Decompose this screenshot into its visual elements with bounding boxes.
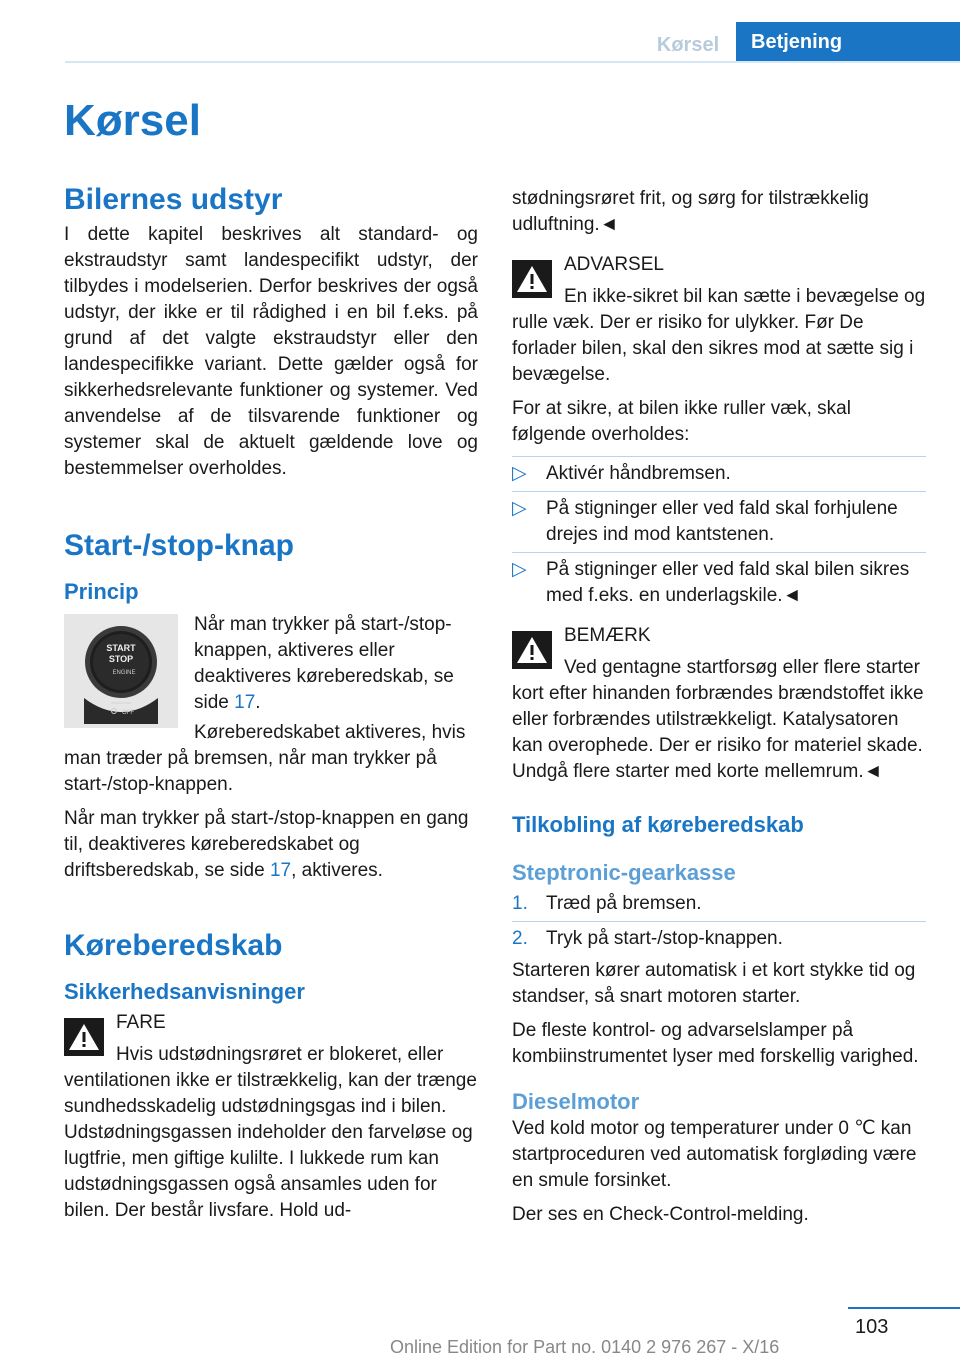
list-item: [512, 461, 926, 487]
lamps-text: De fleste kontrol- og advarselslamper på kombiinstrumentet lyser med forskellig varighed.: [512, 1020, 919, 1067]
off-label: OFF: [122, 710, 134, 716]
heading-start-stop: Start-/stop-knap: [64, 529, 295, 562]
starter-text: Starteren kører automatisk i et kort stykke tid og standser, så snart motoren starter.: [512, 960, 916, 1007]
bemaerk-text: Ved gentagne startforsøg eller flere starter kort efter hinanden forbrændes brændstoffet ikke eller forbrændes utilstrækkeligt. Katalysatoren kan overophede. Der er risiko for materiel skade. Undgå flere starter med korte mellemrum.◄: [512, 657, 924, 782]
list-item: [512, 891, 926, 917]
page-link-17-c[interactable]: 17: [269, 860, 292, 881]
check-text: Der ses en Check-Control-melding.: [512, 1204, 809, 1225]
equipment-text: I dette kapitel beskrives alt standard- og ekstraudstyr samt landespecifikt udstyr, der tilbydes i modelserien. Derfor beskrives der også udstyr, der ikke er til rådighed i en bil f.eks. på grund af det valgte ekstraudstyr eller den landespecifikke variant. Dette gælder også for sikkerhedsrelevante funktioner og systemer. Ved anvendelse af de tilsvarende funktioner og systemer skal de aktuelt gældende love og bestemmelser overholdes.: [64, 224, 478, 479]
princip-text-a-body: Når man trykker på start-/stop-knappen, aktiveres eller deaktiveres køreberedskab, se side: [194, 614, 454, 713]
continued-text: stødningsrøret frit, og sørg for tilstrækkelig udluftning.◄: [512, 188, 869, 235]
warning-triangle-icon: [512, 260, 552, 298]
princip-block: [64, 612, 478, 734]
divider: [512, 552, 926, 553]
left-column: [64, 182, 478, 1232]
triangle-bullet-icon: ▷: [512, 463, 527, 484]
triangle-bullet-icon: ▷: [512, 498, 527, 519]
warning-triangle-icon: [64, 1018, 104, 1056]
list-item: [512, 926, 926, 952]
princip-text-a: Når man trykker på start-/stop-knappen, aktiveres eller deaktiveres køreberedskab, se side 17.: [194, 614, 454, 713]
warning-triangle-icon: [512, 631, 552, 669]
bullet-list: [512, 456, 926, 609]
engine-label: ENGINE: [112, 670, 136, 676]
bemaerk-label: BEMÆRK: [564, 625, 651, 646]
fare-text: Hvis udstødningsrøret er blokeret, eller ventilationen ikke er tilstrækkelig, kan der trænge sundhedsskadelig udstødningsgas ind i bilen. Udstødningsgassen indeholder den farveløse og lugtfrie, men giftige kulilte. I lukkede rum kan udstødningsgassen også ansamles uden for bilen. Der består livsfare. Hold ud-: [64, 1044, 477, 1221]
tab-section-korsel: Kørsel: [656, 34, 720, 56]
list-item: [512, 496, 926, 548]
triangle-bullet-icon: ▷: [512, 559, 527, 580]
fare-block: [64, 1010, 478, 1224]
start-stop-button-image: [64, 614, 178, 728]
fare-label: FARE: [116, 1012, 166, 1033]
list-item-text: Træd på bremsen.: [546, 893, 702, 914]
princip-text-b: Køreberedskabet aktiveres, hvis man træder på bremsen, når man trykker på start-/stop-knappen.: [64, 722, 466, 795]
list-item-text: På stigninger eller ved fald skal bilen sikres med f.eks. en underlagskile.◄: [546, 559, 910, 606]
page-number: 103: [855, 1316, 889, 1338]
header-rule: [65, 61, 960, 63]
tab-section-betjening: Betjening: [736, 22, 960, 62]
stop-label: STOP: [108, 654, 134, 664]
advarsel-text: En ikke-sikret bil kan sætte i bevægelse og rulle væk. Der er risiko for ulykker. Før De forlader bilen, skal den sikres mod at sætte sig i bevægelse.: [512, 286, 926, 385]
steps-list: [512, 891, 926, 952]
heading-sikkerhed: Sikkerhedsanvisninger: [64, 979, 305, 1004]
list-item-text: Aktivér håndbremsen.: [546, 463, 731, 484]
start-label: START: [106, 643, 136, 653]
page-link-17-a[interactable]: 17: [234, 692, 256, 713]
diesel-text: Ved kold motor og temperaturer under 0 ℃ kan startproceduren ved automatisk forgløding være en smule forsinket.: [512, 1118, 917, 1191]
step-number: 2.: [512, 928, 528, 949]
bemaerk-block: [512, 623, 926, 785]
princip-text-c: [64, 806, 478, 884]
page-title: Kørsel: [64, 96, 201, 145]
princip-text-c-end: , aktiveres.: [291, 860, 383, 881]
list-item: [512, 557, 926, 609]
advarsel-label: ADVARSEL: [564, 254, 664, 275]
heading-koreberedskab: Køreberedskab: [64, 929, 283, 962]
secure-intro: For at sikre, at bilen ikke ruller væk, skal følgende overholdes:: [512, 398, 851, 445]
heading-equipment: Bilernes udstyr: [64, 183, 283, 216]
right-column: [512, 186, 926, 1236]
footer-rule: [848, 1307, 960, 1309]
heading-princip: Princip: [64, 579, 139, 604]
advarsel-block: [512, 252, 926, 388]
heading-diesel: Dieselmotor: [512, 1089, 640, 1114]
list-item-text: På stigninger eller ved fald skal forhjulene drejes ind mod kantstenen.: [546, 498, 898, 545]
step-number: 1.: [512, 893, 528, 914]
princip-text-c-body: Når man trykker på start-/stop-knappen en gang til, deaktiveres køreberedskabet og driftsberedskab, se side: [64, 808, 469, 881]
edition-text: Online Edition for Part no. 0140 2 976 267 - X/16: [390, 1337, 780, 1357]
divider: [512, 491, 926, 492]
divider: [512, 921, 926, 922]
heading-tilkobling: Tilkobling af køreberedskab: [512, 812, 804, 837]
list-item-text: Tryk på start-/stop-knappen.: [546, 928, 783, 949]
heading-steptronic: Steptronic-gearkasse: [512, 860, 736, 885]
divider: [512, 456, 926, 457]
